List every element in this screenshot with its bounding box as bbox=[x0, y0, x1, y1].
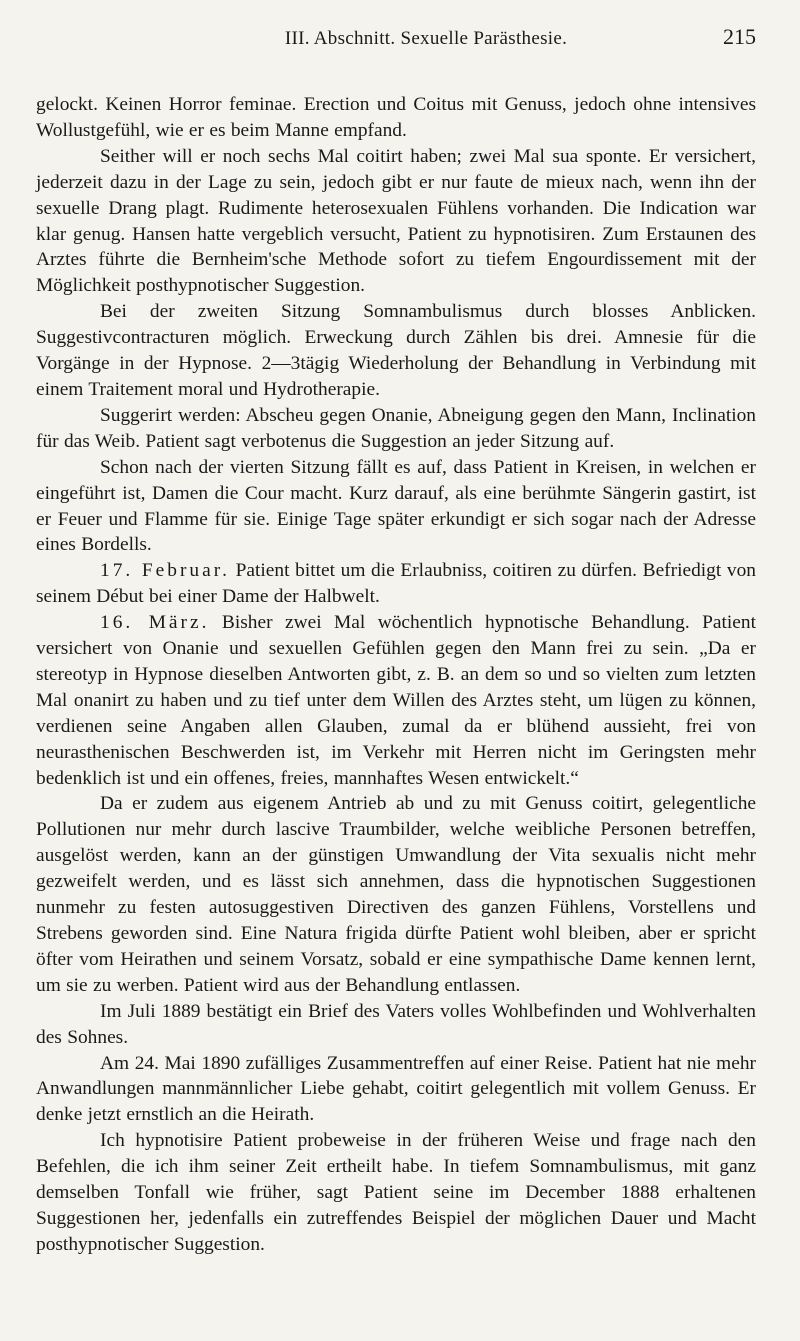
paragraph bbox=[36, 791, 756, 998]
paragraph bbox=[36, 403, 756, 455]
body-text bbox=[36, 92, 756, 1258]
paragraph-text: Seither will er noch sechs Mal coitirt haben; zwei Mal sua sponte. Er versichert, jederzeit dazu in der Lage zu sein, jedoch gibt er nur faute de mieux nach, wenn ihn der sexuelle Drang plagt. Rudimente heterosexualen Fühlens vorhanden. Die Indication war klar genug. Hansen hatte vergeblich versucht, Patient zu hypnotisiren. Zum Erstaunen des Arztes führte die Bernheim'sche Methode sofort zu tiefem Engourdissement mit der Möglichkeit posthypnotischer Suggestion. bbox=[36, 145, 756, 297]
section-title: III. Abschnitt. Sexuelle Parästhesie. bbox=[284, 28, 568, 49]
paragraph-text: gelockt. Keinen Horror feminae. Erection und Coitus mit Genuss, jedoch ohne intensives Wollustgefühl, wie er es beim Manne empfand. bbox=[36, 94, 756, 141]
dated-paragraph bbox=[36, 610, 756, 791]
paragraph bbox=[36, 299, 756, 403]
paragraph bbox=[36, 1128, 756, 1258]
paragraph-text: Suggerirt werden: Abscheu gegen Onanie, Abneigung gegen den Mann, Inclination für das Weib. Patient sagt verbotenus die Suggestion an jeder Sitzung auf. bbox=[36, 404, 756, 452]
paragraph-text: Patient bittet um die Erlaubniss, coitiren zu dürfen. Befriedigt von seinem Début bei einer Dame der Halbwelt. bbox=[36, 560, 756, 608]
paragraph bbox=[36, 455, 756, 559]
paragraph bbox=[36, 144, 756, 299]
paragraph-text: Bisher zwei Mal wöchentlich hypnotische Behandlung. Patient versichert von Onanie und sexuellen Gefühlen gegen den Mann frei zu sein. „Da er stereotyp in Hypnose dieselben Antworten gibt, z. B. an dem so und so vielten zum letzten Mal onanirt zu haben und zu tief unter dem Willen des Arztes steht, um lügen zu können, verdienen seine Angaben allen Glauben, zumal da er blühend aussieht, frei von neurasthenischen Beschwerden ist, im Verkehr mit Herren nicht im Geringsten mehr bedenklich ist und ein offenes, freies, mannhaftes Wesen entwickelt.“ bbox=[36, 612, 756, 789]
paragraph-text: Da er zudem aus eigenem Antrieb ab und zu mit Genuss coitirt, gelegentliche Pollutionen nur mehr durch lascive Traumbilder, welche weibliche Personen betreffen, ausgelöst werden, kann an der günstigen Umwandlung der Vita sexualis nicht mehr gezweifelt werden, und es lässt sich annehmen, dass die hypnotischen Suggestionen nunmehr zu festen autosuggestiven Directiven des ganzen Fühlens, Vorstellens und Strebens geworden sind. Eine Natura frigida dürfte Patient wohl bleiben, aber er spricht öfter vom Heirathen und seinem Vorsatz, sobald er eine sympathische Dame kennen lernt, um sie zu werben. Patient wird aus der Behandlung entlassen. bbox=[36, 793, 756, 996]
paragraph-text: Am 24. Mai 1890 zufälliges Zusammentreffen auf einer Reise. Patient hat nie mehr Anwandlungen mannmännlicher Liebe gehabt, coitirt gelegentlich mit vollem Genuss. Er denke jetzt ernstlich an die Heirath. bbox=[36, 1052, 756, 1126]
paragraph bbox=[36, 92, 756, 144]
paragraph bbox=[36, 999, 756, 1051]
entry-date: 17. Februar. bbox=[100, 560, 230, 582]
paragraph-text: Im Juli 1889 bestätigt ein Brief des Vaters volles Wohlbefinden und Wohlverhalten des Sohnes. bbox=[36, 1000, 756, 1048]
paragraph-text: Ich hypnotisire Patient probeweise in der früheren Weise und frage nach den Befehlen, die ich ihm seiner Zeit ertheilt habe. In tiefem Somnambulismus, mit ganz demselben Tonfall wie früher, sagt Patient seine im December 1888 erhaltenen Suggestionen her, jedenfalls ein zutreffendes Beispiel der möglichen Dauer und Macht posthypnotischer Suggestion. bbox=[36, 1130, 756, 1255]
paragraph bbox=[36, 1051, 756, 1129]
paragraph-text: Schon nach der vierten Sitzung fällt es auf, dass Patient in Kreisen, in welchen er eingeführt ist, Damen die Cour macht. Kurz darauf, als eine berühmte Sängerin gastirt, ist er Feuer und Flamme für sie. Einige Tage später erkundigt er sich sogar nach der Adresse eines Bordells. bbox=[36, 456, 756, 556]
running-header bbox=[36, 24, 756, 68]
paragraph-text: Bei der zweiten Sitzung Somnambulismus durch blosses Anblicken. Suggestivcontracturen möglich. Erweckung durch Zählen bis drei. Amnesie für die Vorgänge in der Hypnose. 2—3tägig Wiederholung der Behandlung in Verbindung mit einem Traitement moral und Hydrotherapie. bbox=[36, 301, 756, 400]
entry-date: 16. März. bbox=[100, 612, 210, 634]
page-number: 215 bbox=[723, 24, 756, 49]
dated-paragraph bbox=[36, 558, 756, 610]
